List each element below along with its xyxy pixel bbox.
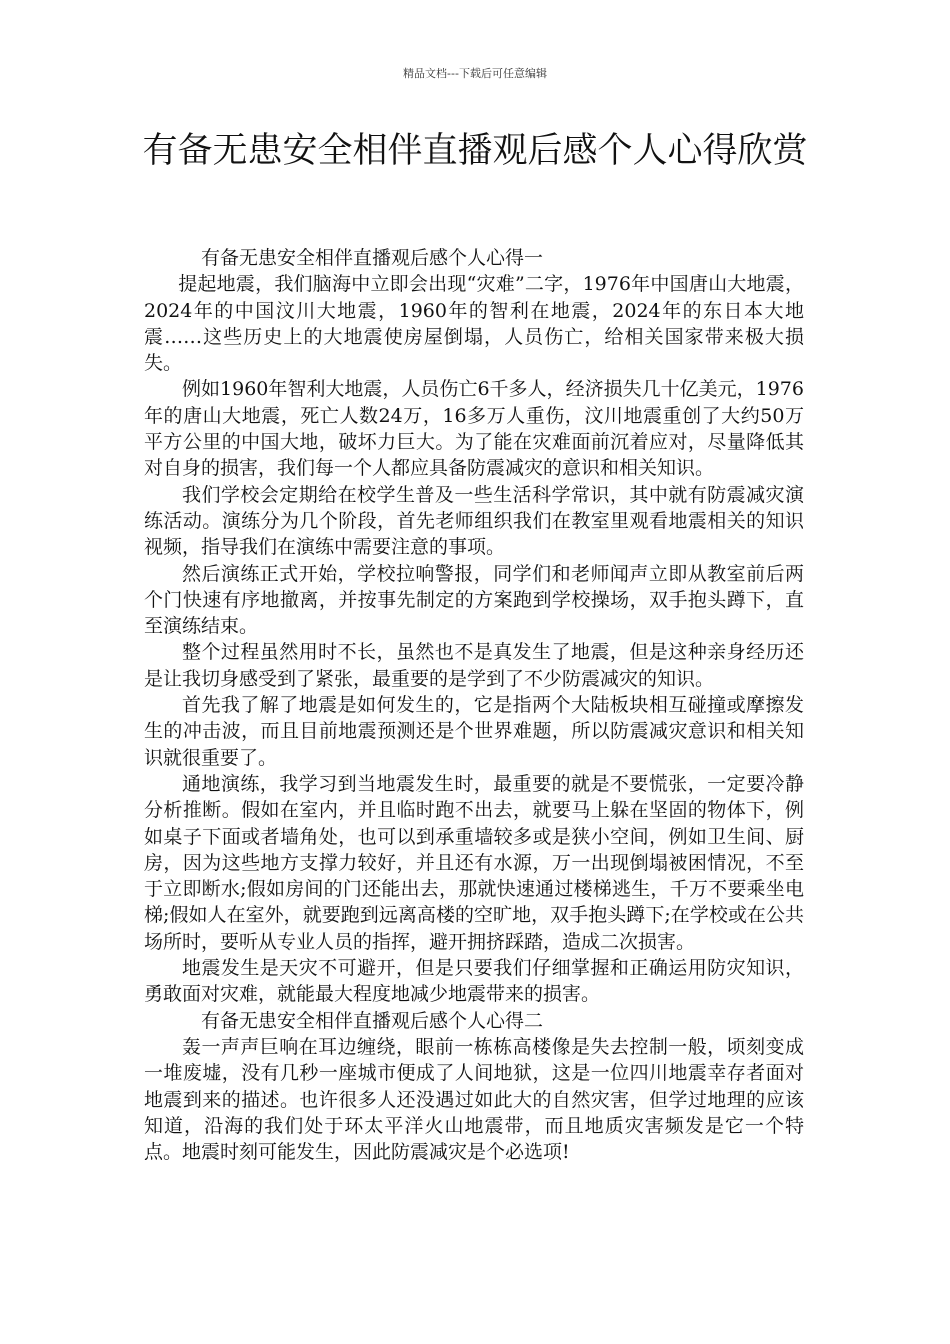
section-heading-1: 有备无患安全相伴直播观后感个人心得一 <box>201 247 544 269</box>
section-heading-2: 有备无患安全相伴直播观后感个人心得二 <box>201 1009 544 1032</box>
header-note: 精品文档---下载后可任意编辑 <box>403 67 547 80</box>
paragraph: 首先我了解了地震是如何发生的，它是指两个大陆板块相互碰撞或摩擦发生的冲击波，而且目前地震预测还是个世界难题，所以防震减灾意识和相关知识就很重要了。 <box>144 694 804 769</box>
paragraph: 整个过程虽然用时不长，虽然也不是真发生了地震，但是这种亲身经历还是让我切身感受到了紧张，最重要的是学到了不少防震减灾的知识。 <box>144 641 804 690</box>
document-body <box>144 245 804 1165</box>
paragraph: 地震发生是天灾不可避开，但是只要我们仔细掌握和正确运用防灾知识，勇敢面对灾难，就能最大程度地减少地震带来的损害。 <box>144 957 804 1006</box>
paragraph: 然后演练正式开始，学校拉响警报，同学们和老师闻声立即从教室前后两个门快速有序地撤离，并按事先制定的方案跑到学校操场，双手抱头蹲下，直至演练结束。 <box>144 562 804 638</box>
paragraph: 例如1960年智利大地震，人员伤亡6千多人，经济损失几十亿美元，1976年的唐山大地震，死亡人数24万，16多万人重伤，汶川地震重创了大约50万平方公里的中国大地，破坏力巨大。为了能在灾难面前沉着应对，尽量降低其对自身的损害，我们每一个人都应具备防震减灾的意识和相关知识。 <box>144 378 804 480</box>
paragraph: 我们学校会定期给在校学生普及一些生活科学常识，其中就有防震减灾演练活动。演练分为几个阶段，首先老师组织我们在教室里观看地震相关的知识视频，指导我们在演练中需要注意的事项。 <box>144 483 804 559</box>
paragraph: 提起地震，我们脑海中立即会出现“灾难”二字，1976年中国唐山大地震，2024年的中国汶川大地震，1960年的智利在地震，2024年的东日本大地震……这些历史上的大地震使房屋倒塌，人员伤亡，给相关国家带来极大损失。 <box>144 273 804 375</box>
paragraph: 通地演练，我学习到当地震发生时，最重要的就是不要慌张，一定要冷静分析推断。假如在室内，并且临时跑不出去，就要马上躲在坚固的物体下，例如桌子下面或者墙角处，也可以到承重墙较多或是狭小空间，例如卫生间、厨房，因为这些地方支撑力较好，并且还有水源，万一出现倒塌被困情况，不至于立即断水;假如房间的门还能出去，那就快速通过楼梯逃生，千万不要乘坐电梯;假如人在室外，就要跑到远离高楼的空旷地，双手抱头蹲下;在学校或在公共场所时，要听从专业人员的指挥，避开拥挤踩踏，造成二次损害。 <box>144 772 804 953</box>
paragraph: 轰一声声巨响在耳边缠绕，眼前一栋栋高楼像是失去控制一般，顷刻变成一堆废墟，没有几秒一座城市便成了人间地狱，这是一位四川地震幸存者面对地震到来的描述。也许很多人还没遇过如此大的自然灾害，但学过地理的应该知道，沿海的我们处于环太平洋火山地震带，而且地质灾害频发是它一个特点。地震时刻可能发生，因此防震减灾是个必选项! <box>144 1035 804 1164</box>
document-title: 有备无患安全相伴直播观后感个人心得欣赏 <box>142 131 808 171</box>
